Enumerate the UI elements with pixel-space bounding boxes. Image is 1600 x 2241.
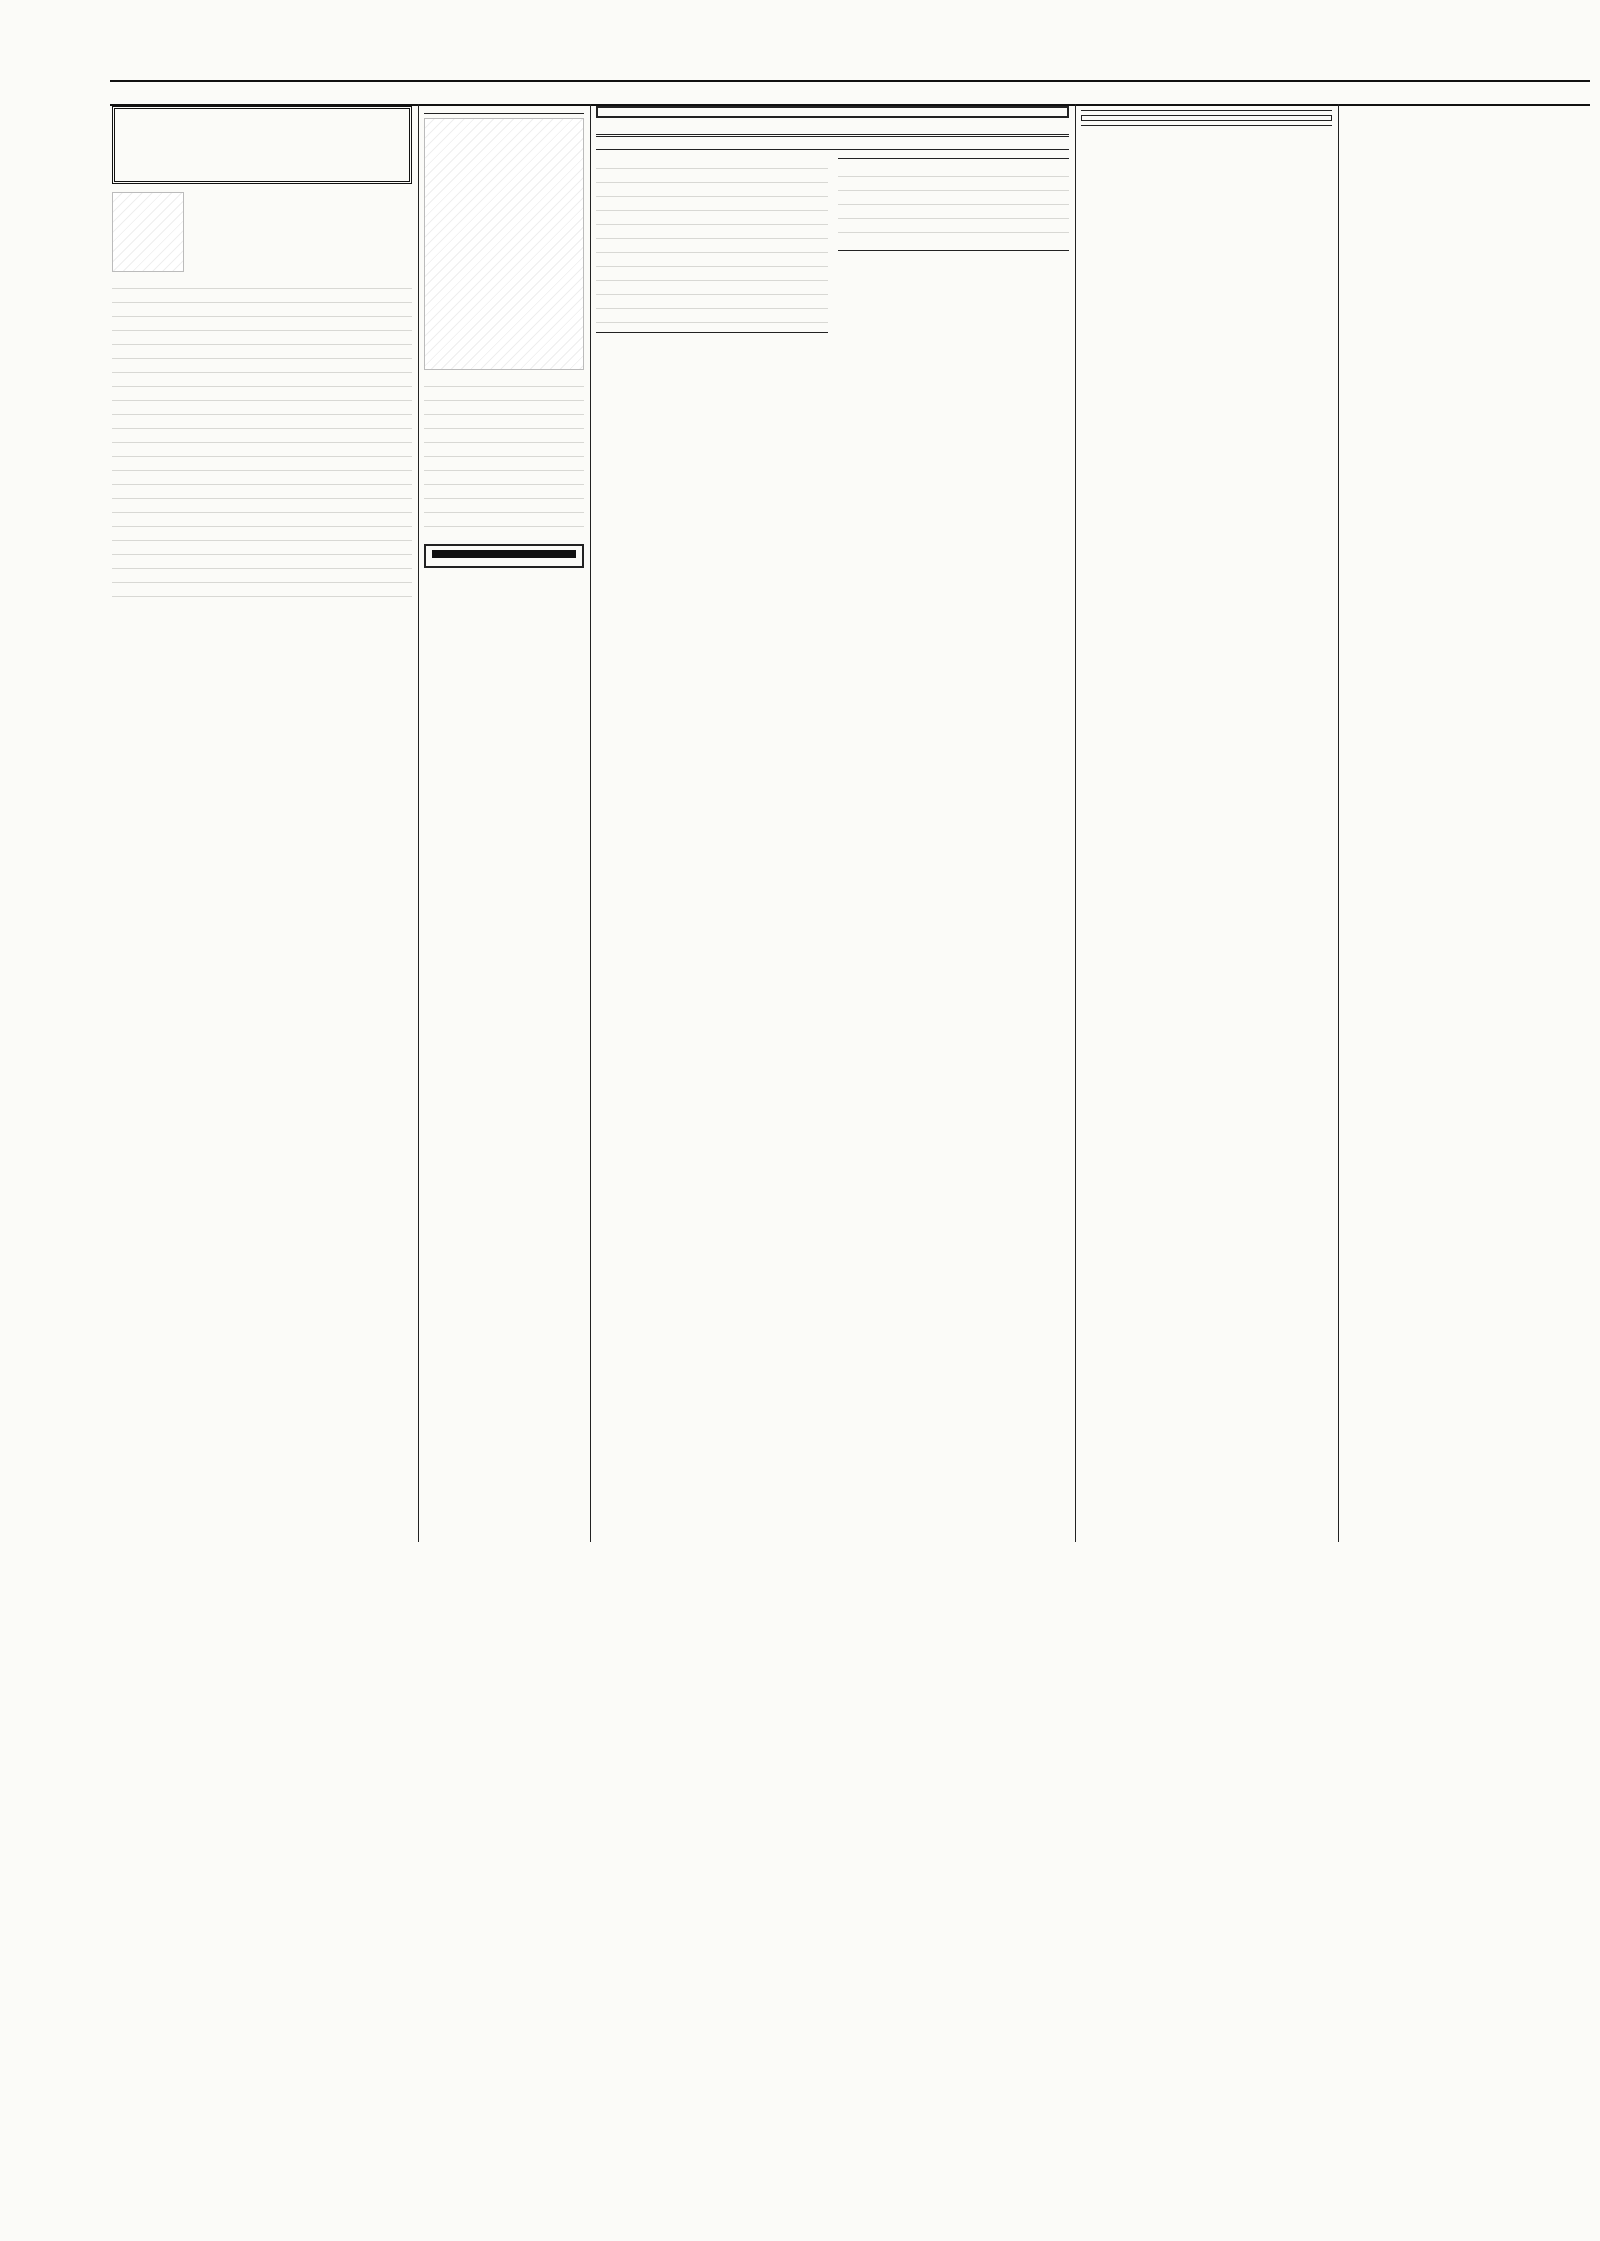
- society-column: [112, 106, 412, 1542]
- article-headline: [1081, 115, 1332, 121]
- dancer-illustration: [112, 192, 184, 272]
- column-rule: [590, 104, 591, 1542]
- credits-headline: [838, 250, 1070, 254]
- article-continuation: [838, 166, 1070, 246]
- university-headline: [596, 332, 828, 336]
- column-rule: [418, 104, 419, 1542]
- article-continuation: [596, 158, 828, 328]
- article-headline: [1081, 110, 1332, 111]
- ad-title: [432, 550, 576, 558]
- section-title: [112, 106, 412, 184]
- section-divider: [596, 134, 1069, 137]
- article-continuation: [424, 376, 584, 536]
- section-divider: [596, 149, 1069, 150]
- masthead: [110, 80, 1590, 106]
- official-news-column: [1081, 106, 1332, 1542]
- news-banner: [596, 106, 1069, 118]
- fashion-column: [424, 106, 584, 1542]
- column-rule: [1075, 104, 1076, 1542]
- plots-headline: [838, 158, 1070, 162]
- column-rule: [1338, 104, 1339, 1542]
- article-headline: [424, 110, 584, 114]
- news-column: [596, 106, 1069, 1542]
- medical-advertisement: [424, 544, 584, 568]
- article-headline: [1081, 125, 1332, 129]
- article-continuation: [112, 278, 412, 608]
- fashion-illustration: [424, 118, 584, 370]
